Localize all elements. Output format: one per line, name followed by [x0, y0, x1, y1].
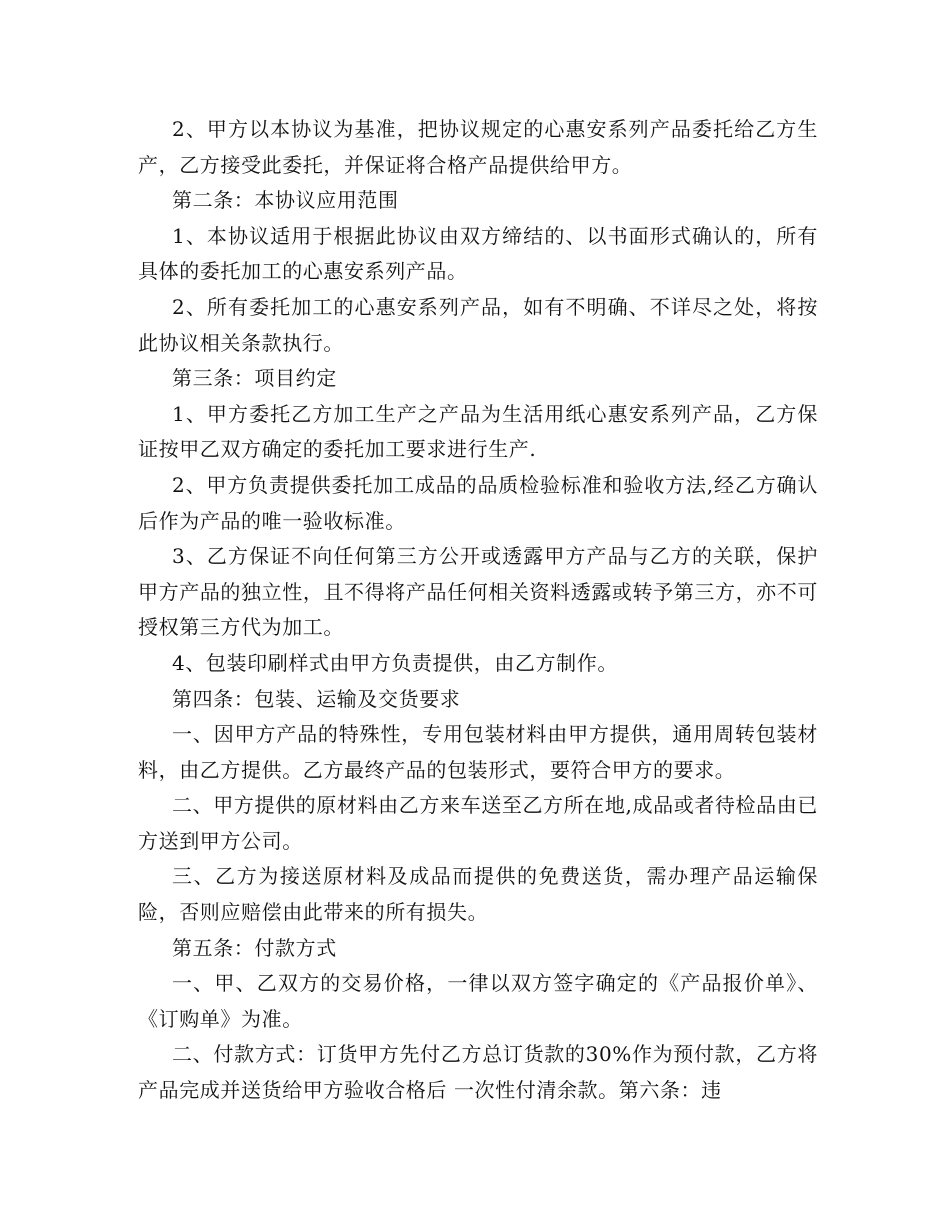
paragraph-article-2-1: 1、本协议适用于根据此协议由双方缔结的、以书面形式确认的，所有具体的委托加工的心惠安系列产品。	[138, 223, 818, 284]
paragraph-article-2-2: 2、所有委托加工的心惠安系列产品，如有不明确、不详尽之处，将按此协议相关条款执行。	[138, 294, 818, 355]
article-4-heading: 第四条：包装、运输及交货要求	[172, 686, 461, 711]
article-5-heading: 第五条：付款方式	[172, 935, 337, 960]
paragraph-article-3-3: 3、乙方保证不向任何第三方公开或透露甲方产品与乙方的关联，保护甲方产品的独立性，且不得将产品任何相关资料透露或转予第三方，亦不可授权第三方代为加工。	[138, 544, 818, 640]
paragraph-article-4-1: 一、因甲方产品的特殊性，专用包装材料由甲方提供，通用周转包装材料，由乙方提供。乙方最终产品的包装形式，要符合甲方的要求。	[138, 722, 818, 782]
article-2-heading: 第二条：本协议应用范围	[172, 188, 399, 213]
paragraph-article-4-3: 三、乙方为接送原材料及成品而提供的免费送货，需办理产品运输保险，否则应赔偿由此带来的所有损失。	[138, 864, 818, 925]
article-3-heading: 第三条：项目约定	[172, 366, 337, 391]
paragraph-article-3-4: 4、包装印刷样式由甲方负责提供，由乙方制作。	[172, 650, 618, 675]
paragraph-article-3-1: 1、甲方委托乙方加工生产之产品为生活用纸心惠安系列产品，乙方保证按甲乙双方确定的委托加工要求进行生产.	[138, 401, 818, 462]
paragraph-article-4-2: 二、甲方提供的原材料由乙方来车送至乙方所在地,成品或者待检品由已方送到甲方公司。	[138, 793, 818, 853]
paragraph-article-5-1: 一、甲、乙双方的交易价格，一律以双方签字确定的《产品报价单》、《订购单》为准。	[138, 971, 818, 1031]
paragraph-article-3-2: 2、甲方负责提供委托加工成品的品质检验标准和验收方法,经乙方确认后作为产品的唯一验收标准。	[138, 472, 818, 533]
document-body	[138, 112, 818, 1109]
paragraph-clause-1-2: 2、甲方以本协议为基准，把协议规定的心惠安系列产品委托给乙方生产，乙方接受此委托，并保证将合格产品提供给甲方。	[138, 117, 818, 177]
paragraph-article-5-2: 二、付款方式：订货甲方先付乙方总订货款的30%作为预付款，乙方将产品完成并送货给甲方验收合格后 一次性付清余款。第六条：违	[138, 1042, 818, 1103]
